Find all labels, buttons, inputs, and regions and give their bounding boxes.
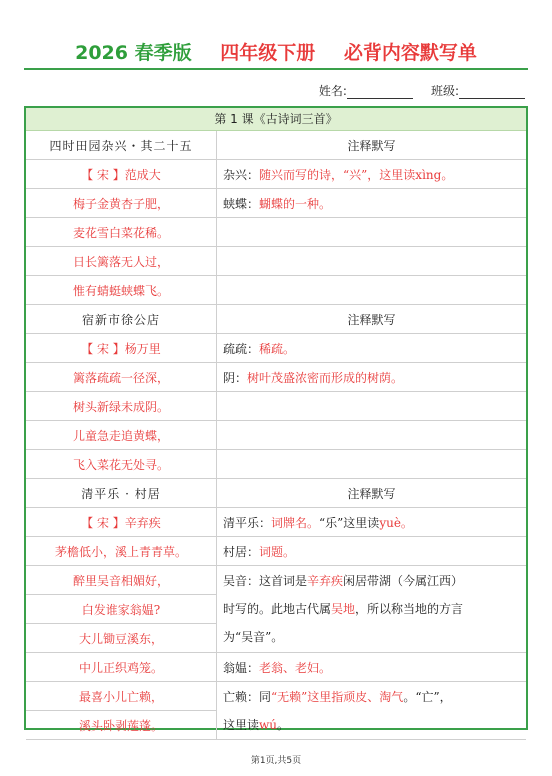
note-cell xyxy=(217,537,527,566)
note-text-plain: 这里读 xyxy=(223,717,260,732)
note-cell-empty[interactable] xyxy=(217,392,527,421)
poem-line: 惟有蜻蜓蛱蝶飞。 xyxy=(26,276,217,305)
name-label: 姓名: xyxy=(318,84,347,98)
poem-author: 【 宋 】杨万里 xyxy=(26,334,217,363)
table-row xyxy=(26,537,526,566)
note-text: 稀疏。 xyxy=(259,341,296,356)
note-text: 辛弃疾 xyxy=(307,574,344,588)
poem-title: 清平乐 · 村居 xyxy=(26,479,217,508)
note-cell xyxy=(217,363,527,392)
note-cell-empty[interactable] xyxy=(217,421,527,450)
poem-line: 树头新绿未成阴。 xyxy=(26,392,217,421)
table-row xyxy=(26,450,526,479)
note-cell-empty[interactable] xyxy=(217,218,527,247)
poem-line: 梅子金黄杏子肥， xyxy=(26,189,217,218)
note-label: 吴音： xyxy=(223,574,260,588)
table-row xyxy=(26,334,526,363)
table-row xyxy=(26,247,526,276)
note-label: 亡赖： xyxy=(223,689,260,704)
note-label: 清平乐： xyxy=(223,515,272,530)
note-text: 随兴而写的诗，“兴”，这里读 xyxy=(259,167,416,182)
note-text: 老翁、老妇。 xyxy=(259,660,332,675)
note-text: “无赖”这里指顽皮、淘气 xyxy=(271,689,404,704)
table-row xyxy=(26,566,526,595)
student-info xyxy=(319,82,525,99)
note-label: 村居： xyxy=(223,544,260,559)
note-text-plain: 闲居带湖（今属江西） xyxy=(343,574,464,588)
note-label: 杂兴： xyxy=(223,167,260,182)
note-end: 。 xyxy=(400,515,413,530)
poem-line: 日长篱落无人过， xyxy=(26,247,217,276)
title-subject: 必背内容默写单 xyxy=(343,42,477,64)
poem-line: 最喜小儿亡赖， xyxy=(26,682,217,711)
dictation-table xyxy=(26,131,526,740)
class-field[interactable] xyxy=(459,85,525,99)
note-cell xyxy=(217,653,527,682)
lesson-title: 第 1 课《古诗词三首》 xyxy=(26,108,526,131)
poem-line: 飞入菜花无处寻。 xyxy=(26,450,217,479)
note-label: 翁媪： xyxy=(223,660,260,675)
table-row xyxy=(26,653,526,682)
table-row xyxy=(26,189,526,218)
title-grade: 四年级下册 xyxy=(220,42,316,64)
poem-line: 麦花雪白菜花稀。 xyxy=(26,218,217,247)
note-text: 词题。 xyxy=(259,544,296,559)
table-row xyxy=(26,160,526,189)
note-end: 。 xyxy=(441,167,454,182)
worksheet xyxy=(24,106,528,733)
poem-author: 【 宋 】辛弃疾 xyxy=(26,508,217,537)
note-text: 词牌名。 xyxy=(271,515,320,530)
note-text-plain: 同 xyxy=(259,689,272,704)
note-cell xyxy=(217,160,527,189)
table-row xyxy=(26,218,526,247)
note-label: 蛱蝶： xyxy=(223,196,260,211)
note-text-plain: 。“亡”， xyxy=(403,689,452,704)
note-cell-empty[interactable] xyxy=(217,247,527,276)
poem-title: 四时田园杂兴・其二十五 xyxy=(26,131,217,160)
table-row xyxy=(26,392,526,421)
poem-title: 宿新市徐公店 xyxy=(26,305,217,334)
poem-line: 白发谁家翁媪? xyxy=(26,595,217,624)
note-cell xyxy=(217,682,527,740)
title-underline xyxy=(24,68,528,70)
table-row xyxy=(26,682,526,711)
note-cell-empty[interactable] xyxy=(217,276,527,305)
note-text-plain: “乐”这里读 xyxy=(319,515,380,530)
table-row xyxy=(26,276,526,305)
note-text-plain: 时写的。此地古代属 xyxy=(223,602,332,616)
notes-header: 注释默写 xyxy=(217,305,527,334)
note-cell xyxy=(217,189,527,218)
note-text-plain: ，所以称当地的方言 xyxy=(355,602,464,616)
note-cell-empty[interactable] xyxy=(217,450,527,479)
note-text: 蝴蝶的一种。 xyxy=(259,196,332,211)
note-cell xyxy=(217,566,527,653)
poem-line: 中儿正织鸡笼。 xyxy=(26,653,217,682)
class-label: 班级: xyxy=(430,84,459,98)
poem-line: 茅檐低小，溪上青青草。 xyxy=(26,537,217,566)
note-pinyin: wú xyxy=(259,717,278,732)
note-text-plain: 。 xyxy=(277,717,290,732)
poem-line: 篱落疏疏一径深， xyxy=(26,363,217,392)
notes-header: 注释默写 xyxy=(217,131,527,160)
title-edition: 2026 春季版 xyxy=(75,42,192,64)
note-pinyin: yuè xyxy=(379,515,401,530)
table-row xyxy=(26,305,526,334)
note-label: 疏疏： xyxy=(223,341,260,356)
table-row xyxy=(26,479,526,508)
poem-line: 溪头卧剥莲蓬。 xyxy=(26,711,217,740)
poem-line: 醉里吴音相媚好， xyxy=(26,566,217,595)
poem-line: 儿童急走追黄蝶， xyxy=(26,421,217,450)
note-text: 吴地 xyxy=(331,602,356,616)
poem-author: 【 宋 】范成大 xyxy=(26,160,217,189)
note-cell xyxy=(217,508,527,537)
table-row xyxy=(26,131,526,160)
note-text-plain: 这首词是 xyxy=(259,574,308,588)
page-number: 第1页,共5页 xyxy=(250,756,302,766)
table-row xyxy=(26,363,526,392)
note-label: 阴： xyxy=(223,370,248,385)
poem-line: 大儿锄豆溪东， xyxy=(26,624,217,653)
note-cell xyxy=(217,334,527,363)
note-text-plain: 为“吴音”。 xyxy=(223,630,284,644)
notes-header: 注释默写 xyxy=(217,479,527,508)
name-field[interactable] xyxy=(347,85,413,99)
table-row xyxy=(26,421,526,450)
note-pinyin: xìng xyxy=(415,167,442,182)
page-title xyxy=(0,41,552,65)
table-row xyxy=(26,508,526,537)
note-text: 树叶茂盛浓密而形成的树荫。 xyxy=(247,370,404,385)
